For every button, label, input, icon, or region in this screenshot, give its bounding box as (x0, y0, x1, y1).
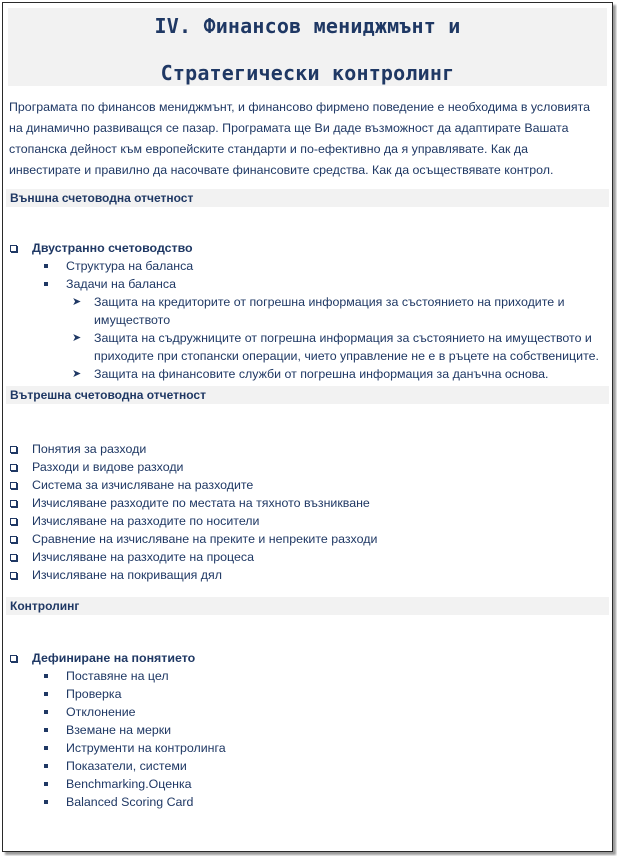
page-title-line-1: IV. Финансов мениджмънт и (154, 14, 461, 38)
arrowhead-bullet-icon: ➤ (72, 368, 82, 380)
filled-square-bullet-icon (44, 746, 48, 750)
list-item: Изчисляване разходите по местата на тяхното възникване (3, 494, 612, 512)
list-item: Изчисляване на покриващия дял (3, 566, 612, 584)
external-accounting-list (3, 239, 612, 383)
list-item: Отклонение (3, 703, 612, 721)
document-page (2, 2, 613, 852)
hollow-square-bullet-icon (10, 464, 17, 471)
filled-square-bullet-icon (44, 674, 48, 678)
list-item: Система за изчисляване на разходите (3, 476, 612, 494)
filled-square-bullet-icon (44, 800, 48, 804)
filled-square-bullet-icon (44, 728, 48, 732)
list-item: Сравнение на изчисляване на преките и непреките разходи (3, 530, 612, 548)
hollow-square-bullet-icon (10, 446, 17, 453)
list-item: Иструменти на контролинга (3, 739, 612, 757)
list-item: ➤ Защита на кредиторите от погрешна информация за състоянието на приходите и имуществото (72, 295, 565, 327)
list-item: Показатели, системи (3, 757, 612, 775)
filled-square-bullet-icon (44, 692, 48, 696)
hollow-square-bullet-icon (10, 482, 17, 489)
filled-square-bullet-icon (44, 282, 48, 286)
controlling-list (3, 649, 612, 811)
list-item: Разходи и видове разходи (3, 458, 612, 476)
list-item: Дефиниране на понятието (3, 649, 612, 667)
list-item: ➤ Защита на съдружниците от погрешна информация за състоянието на имуществото и приходите при стопански операции, чието управление не е в ръцете на собствениците. (72, 331, 599, 363)
list-item: Поставяне на цел (3, 667, 612, 685)
hollow-square-bullet-icon (10, 500, 17, 507)
hollow-square-bullet-icon (10, 554, 17, 561)
list-item: Задачи на баланса (3, 275, 612, 293)
section-heading-controlling: Контролинг (6, 597, 609, 615)
hollow-square-bullet-icon (10, 572, 17, 579)
list-item: Вземане на мерки (3, 721, 612, 739)
page-title-line-2: Стратегически контролинг (160, 61, 455, 85)
filled-square-bullet-icon (44, 764, 48, 768)
arrowhead-bullet-icon: ➤ (72, 296, 82, 308)
section-heading-external-accounting: Външна счетоводна отчетност (6, 189, 609, 207)
list-item: Изчисляване на разходите на процеса (3, 548, 612, 566)
filled-square-bullet-icon (44, 264, 48, 268)
list-item: Понятия за разходи (3, 440, 612, 458)
filled-square-bullet-icon (44, 782, 48, 786)
list-item: Проверка (3, 685, 612, 703)
intro-paragraph: Програмата по финансов мениджмънт, и финансово фирмено поведение е необходима в условията на динамично развиващся се пазар. Програмата ще Ви даде възможност да адаптирате Вашата стопанска дейност към европейските стандарти и по-ефективно да я управлявате. Как да инвестирате и правилно да насочвате финансовите средства. Как да осъществявате контрол. (9, 100, 590, 177)
section-heading-internal-accounting: Вътрешна счетоводна отчетност (6, 386, 609, 404)
arrowhead-bullet-icon: ➤ (72, 332, 82, 344)
list-item: Изчисляване на разходите по носители (3, 512, 612, 530)
title-box (8, 8, 607, 86)
filled-square-bullet-icon (44, 710, 48, 714)
list-item: Структура на баланса (3, 257, 612, 275)
list-item: Balanced Scoring Card (3, 793, 612, 811)
list-item: Двустранно счетоводство (3, 239, 612, 257)
internal-accounting-list (3, 440, 612, 584)
hollow-square-bullet-icon (10, 518, 17, 525)
hollow-square-bullet-icon (10, 245, 17, 252)
list-item: Benchmarking.Оценка (3, 775, 612, 793)
hollow-square-bullet-icon (10, 655, 17, 662)
hollow-square-bullet-icon (10, 536, 17, 543)
list-item: ➤ Защита на финансовите служби от погрешна информация за данъчна основа. (72, 367, 549, 381)
